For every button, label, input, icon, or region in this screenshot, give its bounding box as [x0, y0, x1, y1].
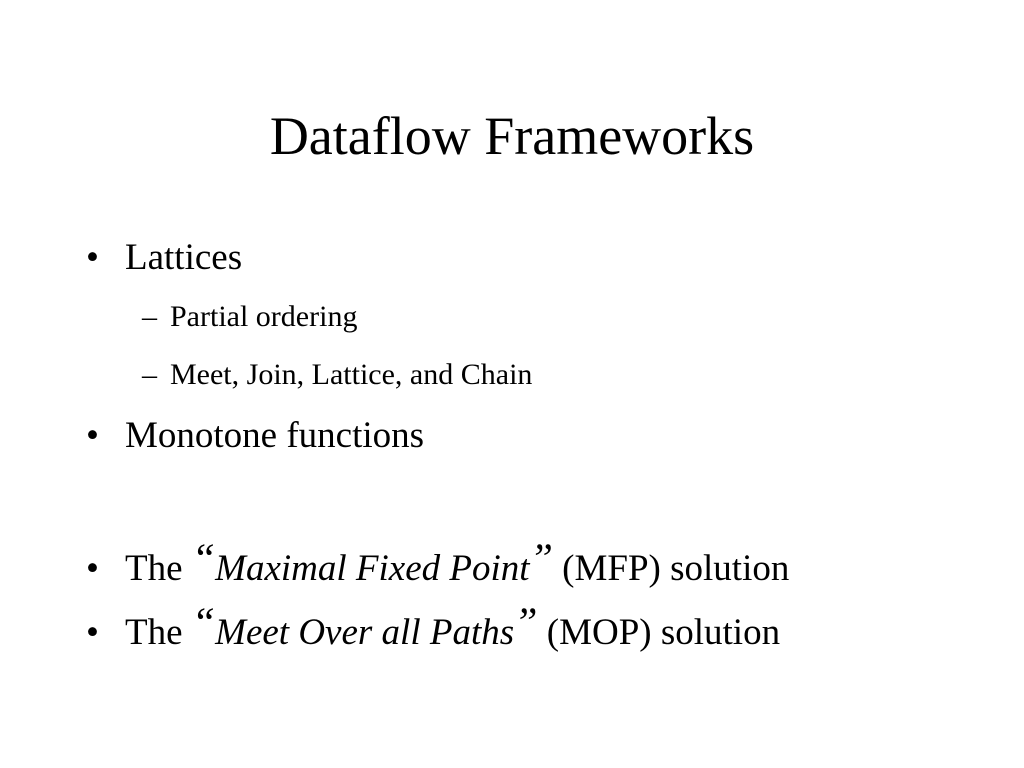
bullet-item-mfp-solution: [86, 536, 790, 591]
bullet-text-suffix: (MOP) solution: [537, 612, 781, 653]
bullet-text-prefix: The: [125, 548, 192, 589]
bullet-text-suffix: (MFP) solution: [552, 548, 790, 589]
close-quote: ”: [514, 600, 538, 647]
bullet-icon: •: [86, 415, 99, 456]
bullet-text: Lattices: [125, 237, 243, 278]
close-quote: ”: [529, 536, 553, 583]
sub-bullet-item-meet-join: [142, 357, 532, 393]
bullet-text-emphasis: Meet Over all Paths: [215, 612, 515, 653]
sub-bullet-text: Meet, Join, Lattice, and Chain: [170, 358, 533, 391]
bullet-icon: •: [86, 612, 99, 653]
dash-icon: –: [142, 300, 157, 333]
sub-bullet-item-partial-ordering: [142, 299, 357, 335]
bullet-text-emphasis: Maximal Fixed Point: [215, 548, 530, 589]
open-quote: “: [191, 536, 216, 583]
slide-title: Dataflow Frameworks: [269, 106, 755, 166]
open-quote: “: [191, 600, 216, 647]
sub-bullet-text: Partial ordering: [170, 300, 358, 333]
bullet-text: Monotone functions: [125, 415, 425, 456]
bullet-item-lattices: [86, 236, 242, 280]
bullet-icon: •: [86, 237, 99, 278]
dash-icon: –: [142, 358, 157, 391]
bullet-item-mop-solution: [86, 600, 781, 655]
bullet-text-prefix: The: [125, 612, 192, 653]
bullet-item-monotone-functions: [86, 414, 424, 458]
bullet-icon: •: [86, 548, 99, 589]
